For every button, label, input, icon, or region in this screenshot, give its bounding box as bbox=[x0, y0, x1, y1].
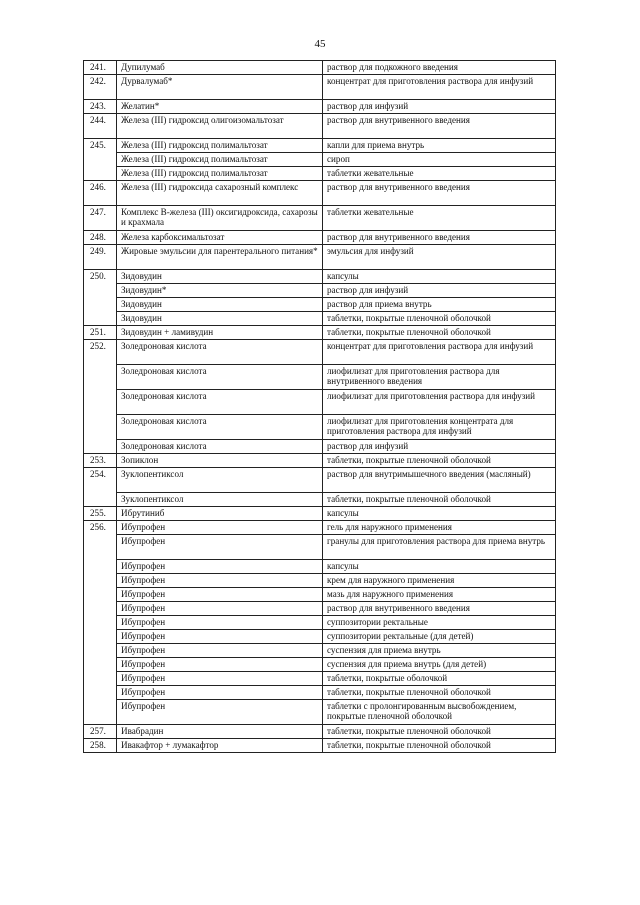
row-number-cell: 247. bbox=[84, 206, 117, 231]
row-number-cell bbox=[84, 493, 117, 507]
drug-name-cell: Железа (III) гидроксид полимальтозат bbox=[117, 139, 323, 153]
table-row bbox=[84, 206, 556, 231]
row-number-cell bbox=[84, 616, 117, 630]
dosage-form-cell: суспензия для приема внутрь (для детей) bbox=[323, 658, 556, 672]
row-number-cell bbox=[84, 153, 117, 167]
drug-name-cell: Ибупрофен bbox=[117, 588, 323, 602]
dosage-form-cell: раствор для приема внутрь bbox=[323, 298, 556, 312]
table-row bbox=[84, 181, 556, 206]
row-number-cell: 255. bbox=[84, 507, 117, 521]
row-number-cell: 249. bbox=[84, 245, 117, 270]
table-row bbox=[84, 390, 556, 415]
table-row bbox=[84, 365, 556, 390]
drug-name-cell: Ибупрофен bbox=[117, 700, 323, 725]
drug-name-cell: Ибупрофен bbox=[117, 574, 323, 588]
drug-name-cell: Желатин* bbox=[117, 100, 323, 114]
drug-table-body bbox=[84, 61, 556, 753]
dosage-form-cell: концентрат для приготовления раствора для инфузий bbox=[323, 75, 556, 100]
drug-name-cell: Ивабрадин bbox=[117, 725, 323, 739]
table-row bbox=[84, 616, 556, 630]
table-row bbox=[84, 602, 556, 616]
table-row bbox=[84, 415, 556, 440]
table-row bbox=[84, 284, 556, 298]
row-number-cell bbox=[84, 365, 117, 390]
drug-name-cell: Зидовудин bbox=[117, 298, 323, 312]
row-number-cell: 256. bbox=[84, 521, 117, 535]
drug-name-cell: Комплекс В-железа (III) оксигидроксида, сахарозы и крахмала bbox=[117, 206, 323, 231]
table-row bbox=[84, 440, 556, 454]
dosage-form-cell: таблетки, покрытые пленочной оболочкой bbox=[323, 725, 556, 739]
row-number-cell: 248. bbox=[84, 231, 117, 245]
dosage-form-cell: капсулы bbox=[323, 560, 556, 574]
table-row bbox=[84, 245, 556, 270]
table-row bbox=[84, 231, 556, 245]
dosage-form-cell: мазь для наружного применения bbox=[323, 588, 556, 602]
drug-name-cell: Золедроновая кислота bbox=[117, 340, 323, 365]
row-number-cell: 250. bbox=[84, 270, 117, 284]
drug-name-cell: Ибупрофен bbox=[117, 602, 323, 616]
table-row bbox=[84, 167, 556, 181]
row-number-cell bbox=[84, 312, 117, 326]
row-number-cell: 252. bbox=[84, 340, 117, 365]
row-number-cell: 254. bbox=[84, 468, 117, 493]
drug-name-cell: Золедроновая кислота bbox=[117, 415, 323, 440]
row-number-cell: 246. bbox=[84, 181, 117, 206]
dosage-form-cell: таблетки, покрытые пленочной оболочкой bbox=[323, 454, 556, 468]
drug-name-cell: Зуклопентиксол bbox=[117, 493, 323, 507]
drug-name-cell: Ибупрофен bbox=[117, 658, 323, 672]
dosage-form-cell: капсулы bbox=[323, 507, 556, 521]
drug-name-cell: Зопиклон bbox=[117, 454, 323, 468]
table-row bbox=[84, 535, 556, 560]
table-row bbox=[84, 630, 556, 644]
row-number-cell bbox=[84, 602, 117, 616]
drug-name-cell: Ибрутиниб bbox=[117, 507, 323, 521]
dosage-form-cell: таблетки, покрытые пленочной оболочкой bbox=[323, 326, 556, 340]
row-number-cell: 241. bbox=[84, 61, 117, 75]
dosage-form-cell: раствор для внутривенного введения bbox=[323, 114, 556, 139]
row-number-cell bbox=[84, 574, 117, 588]
dosage-form-cell: таблетки, покрытые оболочкой bbox=[323, 672, 556, 686]
table-row bbox=[84, 139, 556, 153]
table-row bbox=[84, 468, 556, 493]
dosage-form-cell: таблетки жевательные bbox=[323, 206, 556, 231]
drug-name-cell: Золедроновая кислота bbox=[117, 440, 323, 454]
dosage-form-cell: таблетки с пролонгированным высвобождением, покрытые пленочной оболочкой bbox=[323, 700, 556, 725]
dosage-form-cell: раствор для внутривенного введения bbox=[323, 602, 556, 616]
table-row bbox=[84, 114, 556, 139]
drug-name-cell: Железа (III) гидроксид полимальтозат bbox=[117, 153, 323, 167]
drug-name-cell: Дурвалумаб* bbox=[117, 75, 323, 100]
dosage-form-cell: таблетки, покрытые пленочной оболочкой bbox=[323, 686, 556, 700]
dosage-form-cell: раствор для внутримышечного введения (масляный) bbox=[323, 468, 556, 493]
drug-name-cell: Ибупрофен bbox=[117, 672, 323, 686]
table-row bbox=[84, 560, 556, 574]
table-row bbox=[84, 454, 556, 468]
dosage-form-cell: раствор для инфузий bbox=[323, 440, 556, 454]
page-number: 45 bbox=[314, 38, 326, 50]
table-row bbox=[84, 658, 556, 672]
row-number-cell: 253. bbox=[84, 454, 117, 468]
dosage-form-cell: раствор для внутривенного введения bbox=[323, 181, 556, 206]
row-number-cell bbox=[84, 630, 117, 644]
drug-name-cell: Ибупрофен bbox=[117, 644, 323, 658]
drug-name-cell: Зидовудин bbox=[117, 270, 323, 284]
dosage-form-cell: гранулы для приготовления раствора для приема внутрь bbox=[323, 535, 556, 560]
row-number-cell: 243. bbox=[84, 100, 117, 114]
row-number-cell: 245. bbox=[84, 139, 117, 153]
row-number-cell bbox=[84, 700, 117, 725]
drug-name-cell: Железа (III) гидроксид полимальтозат bbox=[117, 167, 323, 181]
drug-name-cell: Ибупрофен bbox=[117, 686, 323, 700]
table-row bbox=[84, 270, 556, 284]
drug-name-cell: Ибупрофен bbox=[117, 535, 323, 560]
row-number-cell bbox=[84, 440, 117, 454]
dosage-form-cell: таблетки, покрытые пленочной оболочкой bbox=[323, 312, 556, 326]
dosage-form-cell: лиофилизат для приготовления раствора для внутривенного введения bbox=[323, 365, 556, 390]
table-row bbox=[84, 298, 556, 312]
drug-name-cell: Зидовудин bbox=[117, 312, 323, 326]
drug-name-cell: Зидовудин + ламивудин bbox=[117, 326, 323, 340]
row-number-cell: 242. bbox=[84, 75, 117, 100]
dosage-form-cell: лиофилизат для приготовления концентрата для приготовления раствора для инфузий bbox=[323, 415, 556, 440]
drug-name-cell: Ивакафтор + лумакафтор bbox=[117, 739, 323, 753]
drug-name-cell: Железа карбоксимальтозат bbox=[117, 231, 323, 245]
dosage-form-cell: суппозитории ректальные (для детей) bbox=[323, 630, 556, 644]
row-number-cell: 258. bbox=[84, 739, 117, 753]
table-row bbox=[84, 100, 556, 114]
table-row bbox=[84, 725, 556, 739]
drug-name-cell: Зидовудин* bbox=[117, 284, 323, 298]
drug-name-cell: Золедроновая кислота bbox=[117, 390, 323, 415]
table-row bbox=[84, 644, 556, 658]
table-row bbox=[84, 739, 556, 753]
row-number-cell bbox=[84, 415, 117, 440]
row-number-cell bbox=[84, 672, 117, 686]
row-number-cell bbox=[84, 390, 117, 415]
table-row bbox=[84, 588, 556, 602]
row-number-cell bbox=[84, 284, 117, 298]
dosage-form-cell: крем для наружного применения bbox=[323, 574, 556, 588]
table-row bbox=[84, 61, 556, 75]
dosage-form-cell: таблетки, покрытые пленочной оболочкой bbox=[323, 739, 556, 753]
drug-name-cell: Ибупрофен bbox=[117, 630, 323, 644]
table-row bbox=[84, 340, 556, 365]
drug-name-cell: Железа (III) гидроксида сахарозный комплекс bbox=[117, 181, 323, 206]
dosage-form-cell: раствор для инфузий bbox=[323, 100, 556, 114]
table-row bbox=[84, 75, 556, 100]
table-row bbox=[84, 493, 556, 507]
row-number-cell: 244. bbox=[84, 114, 117, 139]
row-number-cell bbox=[84, 298, 117, 312]
row-number-cell bbox=[84, 644, 117, 658]
dosage-form-cell: раствор для инфузий bbox=[323, 284, 556, 298]
dosage-form-cell: сироп bbox=[323, 153, 556, 167]
dosage-form-cell: эмульсия для инфузий bbox=[323, 245, 556, 270]
drug-name-cell: Ибупрофен bbox=[117, 521, 323, 535]
drug-name-cell: Ибупрофен bbox=[117, 560, 323, 574]
dosage-form-cell: суспензия для приема внутрь bbox=[323, 644, 556, 658]
row-number-cell bbox=[84, 658, 117, 672]
table-row bbox=[84, 700, 556, 725]
dosage-form-cell: суппозитории ректальные bbox=[323, 616, 556, 630]
table-row bbox=[84, 672, 556, 686]
table-row bbox=[84, 574, 556, 588]
drug-table bbox=[83, 60, 556, 753]
row-number-cell bbox=[84, 167, 117, 181]
drug-name-cell: Жировые эмульсии для парентерального питания* bbox=[117, 245, 323, 270]
row-number-cell: 257. bbox=[84, 725, 117, 739]
drug-name-cell: Ибупрофен bbox=[117, 616, 323, 630]
table-row bbox=[84, 521, 556, 535]
dosage-form-cell: гель для наружного применения bbox=[323, 521, 556, 535]
dosage-form-cell: таблетки жевательные bbox=[323, 167, 556, 181]
drug-name-cell: Золедроновая кислота bbox=[117, 365, 323, 390]
row-number-cell bbox=[84, 560, 117, 574]
dosage-form-cell: таблетки, покрытые пленочной оболочкой bbox=[323, 493, 556, 507]
row-number-cell: 251. bbox=[84, 326, 117, 340]
dosage-form-cell: концентрат для приготовления раствора для инфузий bbox=[323, 340, 556, 365]
dosage-form-cell: раствор для подкожного введения bbox=[323, 61, 556, 75]
row-number-cell bbox=[84, 686, 117, 700]
dosage-form-cell: капли для приема внутрь bbox=[323, 139, 556, 153]
table-row bbox=[84, 312, 556, 326]
drug-name-cell: Зуклопентиксол bbox=[117, 468, 323, 493]
dosage-form-cell: раствор для внутривенного введения bbox=[323, 231, 556, 245]
drug-name-cell: Железа (III) гидроксид олигоизомальтозат bbox=[117, 114, 323, 139]
table-row bbox=[84, 153, 556, 167]
table-row bbox=[84, 686, 556, 700]
table-row bbox=[84, 507, 556, 521]
dosage-form-cell: лиофилизат для приготовления раствора для инфузий bbox=[323, 390, 556, 415]
drug-name-cell: Дупилумаб bbox=[117, 61, 323, 75]
row-number-cell bbox=[84, 588, 117, 602]
row-number-cell bbox=[84, 535, 117, 560]
dosage-form-cell: капсулы bbox=[323, 270, 556, 284]
table-row bbox=[84, 326, 556, 340]
